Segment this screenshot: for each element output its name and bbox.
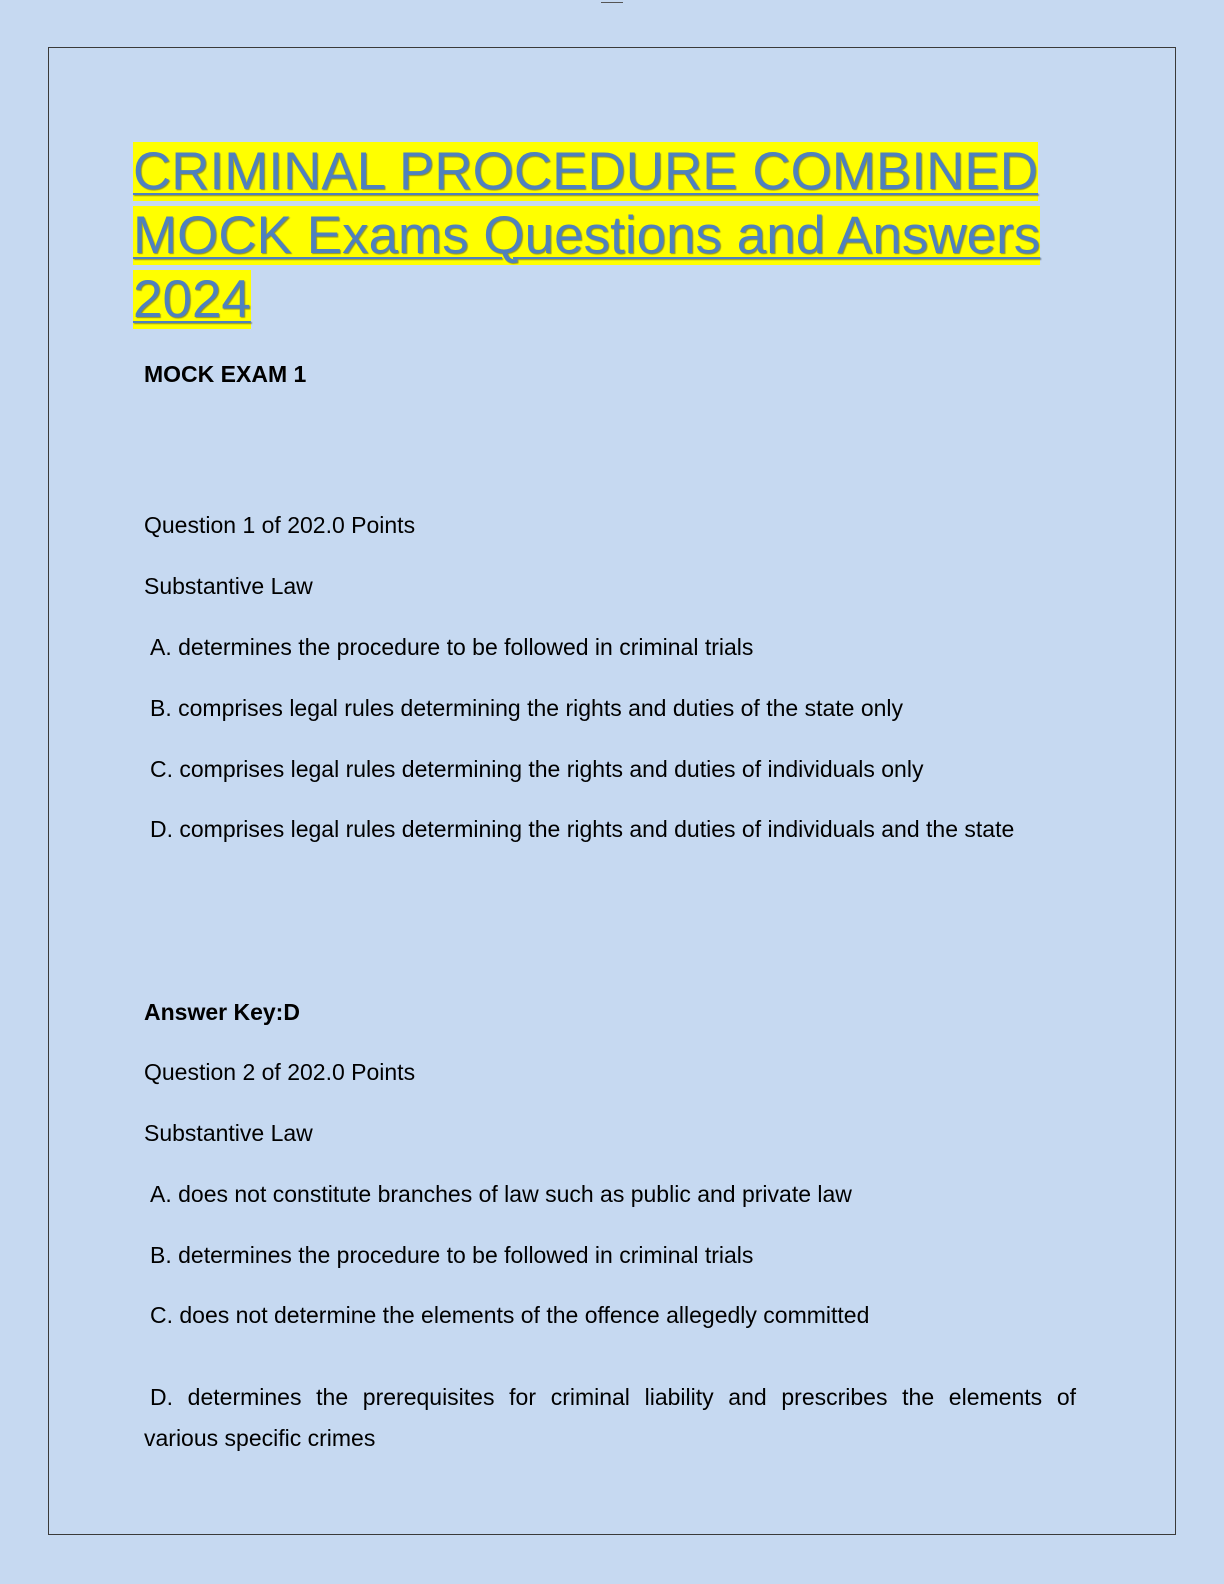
question-2-option-c: C. does not determine the elements of the offence allegedly committed [150, 1302, 870, 1328]
question-1-option-c: C. comprises legal rules determining the rights and duties of individuals only [150, 756, 924, 782]
question-1-answer-key: Answer Key:D [144, 999, 300, 1025]
question-1-topic: Substantive Law [144, 573, 313, 599]
title-line-2: MOCK Exams Questions and Answers [133, 206, 1041, 265]
document-title [133, 140, 1093, 332]
question-2-header: Question 2 of 202.0 Points [144, 1059, 416, 1085]
section-heading: MOCK EXAM 1 [144, 361, 307, 387]
question-2-option-b: B. determines the procedure to be followed in criminal trials [150, 1242, 754, 1268]
question-2-topic: Substantive Law [144, 1120, 313, 1146]
question-2-option-d-line-2: various specific crimes [144, 1425, 376, 1451]
title-line-3: 2024 [133, 270, 251, 329]
page-top-mark [601, 0, 623, 3]
question-2-option-d [144, 1377, 1076, 1459]
question-1-option-a: A. determines the procedure to be followed in criminal trials [150, 634, 754, 660]
question-1-option-d: D. comprises legal rules determining the rights and duties of individuals and the state [150, 816, 1015, 842]
question-2-option-a: A. does not constitute branches of law such as public and private law [150, 1181, 852, 1207]
question-1-option-b: B. comprises legal rules determining the rights and duties of the state only [150, 695, 904, 721]
title-line-1: CRIMINAL PROCEDURE COMBINED [133, 142, 1039, 201]
question-1-header: Question 1 of 202.0 Points [144, 512, 416, 538]
question-2-option-d-line-1: D. determines the prerequisites for criminal liability and prescribes the elements of [150, 1384, 1076, 1410]
